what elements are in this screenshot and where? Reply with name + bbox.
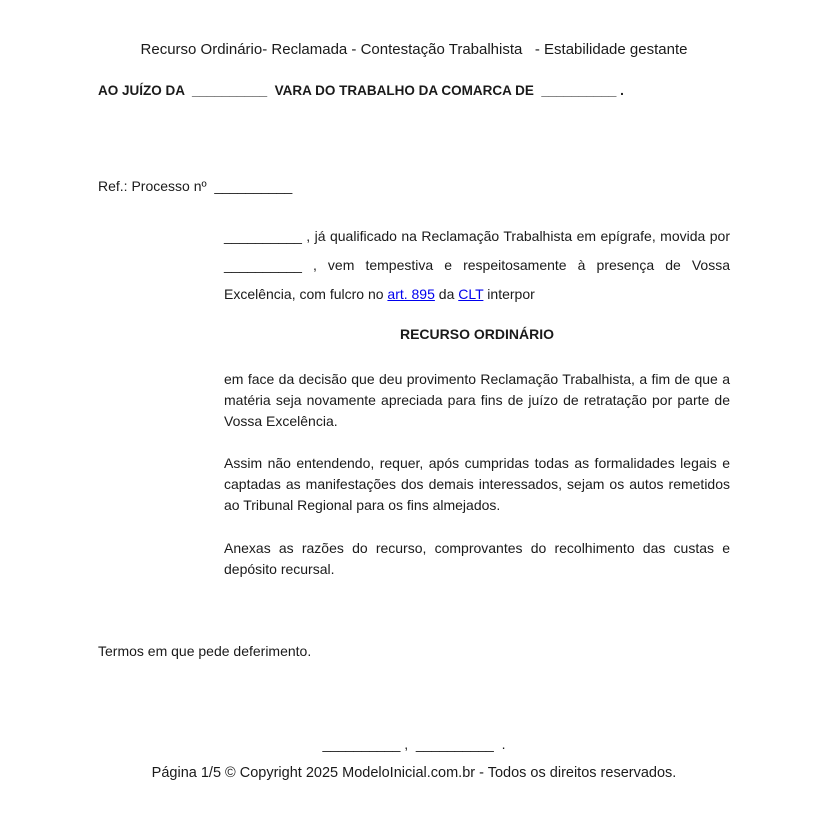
link-art-895[interactable]: art. 895 — [387, 286, 435, 302]
attachments-paragraph: Anexas as razões do recurso, comprovantes do recolhimento das custas e depósito recursal. — [224, 540, 730, 577]
process-reference-line: Ref.: Processo nº __________ — [98, 178, 293, 194]
opening-paragraph — [224, 222, 730, 309]
section-heading-recurso-ordinario: RECURSO ORDINÁRIO — [399, 326, 554, 342]
merits-paragraph: em face da decisão que deu provimento Reclamação Trabalhista, a fim de que a matéria seja novamente apreciada para fins de juízo de retratação por parte de Vossa Excelência. — [224, 371, 730, 429]
opening-text-2: da — [434, 286, 459, 302]
request-paragraph: Assim não entendendo, requer, após cumpridas todas as formalidades legais e captadas as manifestações dos demais interessados, sejam os autos remetidos ao Tribunal Regional para os fins almejados. — [224, 455, 730, 513]
signature-place-date-line: __________ , __________ . — [322, 736, 506, 752]
court-address-line: AO JUÍZO DA __________ VARA DO TRABALHO DA COMARCA DE __________ . — [98, 83, 624, 98]
opening-text-3: interpor — [483, 286, 535, 302]
footer-copyright: Página 1/5 © Copyright 2025 ModeloInicial.com.br - Todos os direitos reservados. — [151, 765, 677, 781]
document-title: Recurso Ordinário- Reclamada - Contestação Trabalhista - Estabilidade gestante — [140, 41, 688, 58]
document-body — [224, 222, 730, 580]
closing-line: Termos em que pede deferimento. — [98, 643, 312, 659]
opening-text-1: __________ , já qualificado na Reclamação Trabalhista em epígrafe, movida por __________ , vem tempestiva e respeitosamente à presença de Vossa Excelência, com fulcro no — [224, 228, 730, 302]
link-clt[interactable]: CLT — [458, 286, 484, 302]
